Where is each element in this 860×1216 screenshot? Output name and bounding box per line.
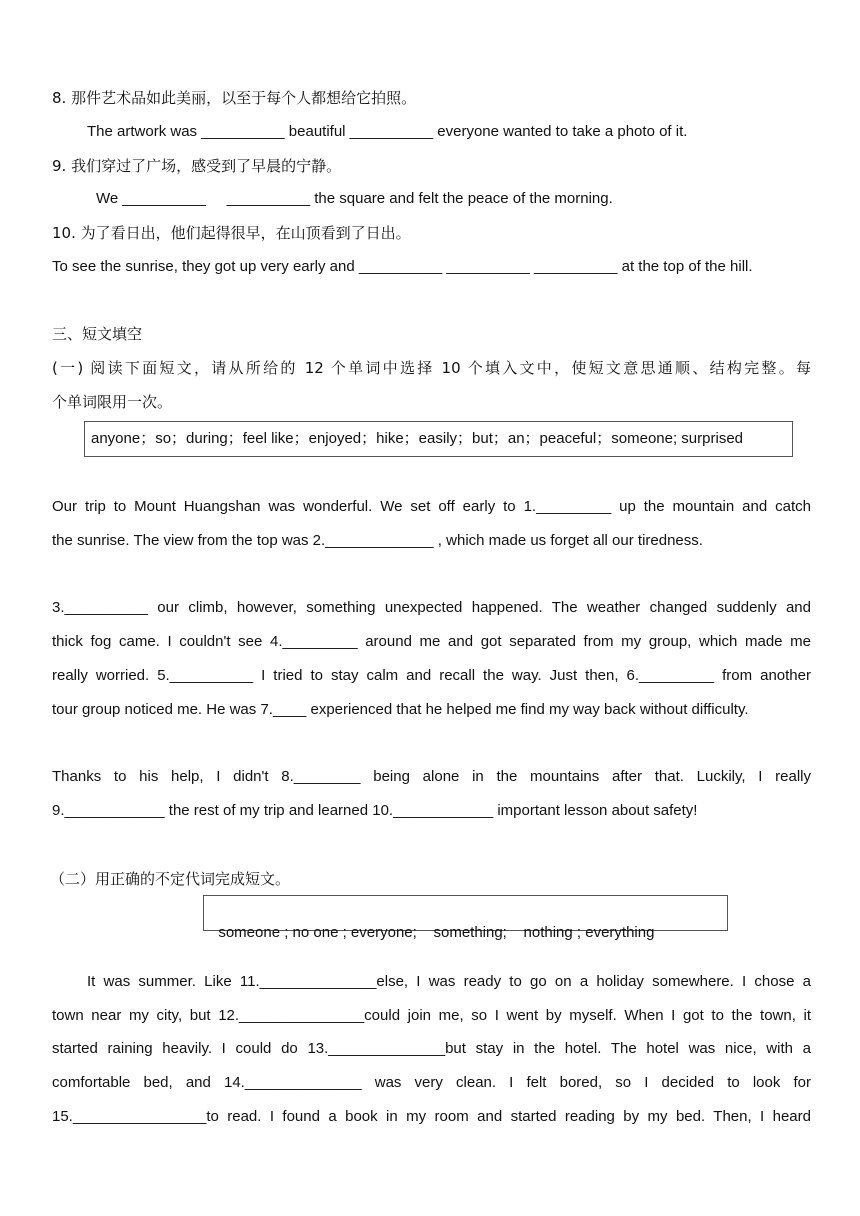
passage2-line: tour group noticed me. He was 7.____ experienced that he helped me find my way back without difficulty. bbox=[52, 701, 749, 718]
q8-chinese: 8. 那件艺术品如此美丽，以至于每个人都想给它拍照。 bbox=[52, 89, 417, 107]
q8-english: The artwork was __________ beautiful __________ everyone wanted to take a photo of it. bbox=[87, 123, 688, 140]
word-bank-1-text: anyone；so；during；feel like；enjoyed；hike；easily；but；an；peaceful；someone; surprised bbox=[91, 430, 744, 447]
word-bank-box-1 bbox=[84, 421, 793, 457]
passage4-line: town near my city, but 12._______________could join me, so I went by myself. When I got to the town, it bbox=[52, 1007, 811, 1024]
passage4-line: started raining heavily. I could do 13.______________but stay in the hotel. The hotel was nice, with a bbox=[52, 1040, 811, 1057]
passage1-line: Our trip to Mount Huangshan was wonderful. We set off early to 1._________ up the mountain and catch bbox=[52, 498, 811, 515]
q10-chinese: 10. 为了看日出，他们起得很早，在山顶看到了日出。 bbox=[52, 224, 411, 242]
passage2-line: really worried. 5.__________ I tried to stay calm and recall the way. Just then, 6._________ from another bbox=[52, 667, 811, 684]
passage1-line: the sunrise. The view from the top was 2._____________ , which made us forget all our tiredness. bbox=[52, 532, 703, 549]
passage4-line: It was summer. Like 11.______________else, I was ready to go on a holiday somewhere. I chose a bbox=[87, 973, 811, 990]
passage2-line: 3.__________ our climb, however, something unexpected happened. The weather changed suddenly and bbox=[52, 599, 811, 616]
passage2-line: thick fog came. I couldn't see 4._________ around me and got separated from my group, which made me bbox=[52, 633, 811, 650]
q10-english: To see the sunrise, they got up very early and __________ __________ __________ at the top of the hill. bbox=[52, 258, 753, 275]
section1-instruction-line2: 个单词限用一次。 bbox=[52, 393, 173, 411]
q9-chinese: 9. 我们穿过了广场，感受到了早晨的宁静。 bbox=[52, 157, 342, 175]
section-heading: 三、短文填空 bbox=[52, 325, 143, 343]
word-bank-box-2 bbox=[203, 895, 728, 941]
word-bank-2-text: someone ; no one ; everyone; something; nothing ; everything bbox=[218, 924, 655, 941]
section1-instruction-line1: (一) 阅读下面短文，请从所给的 12 个单词中选择 10 个填入文中，使短文意思通顺、结构完整。每 bbox=[52, 359, 811, 377]
passage3-line: 9.____________ the rest of my trip and learned 10.____________ important lesson about safety! bbox=[52, 802, 698, 819]
passage4-line: 15.________________to read. I found a book in my room and started reading by my bed. Then, I heard bbox=[52, 1108, 811, 1125]
passage3-line: Thanks to his help, I didn't 8.________ being alone in the mountains after that. Luckily, I really bbox=[52, 768, 811, 785]
section2-instruction: （二）用正确的不定代词完成短文。 bbox=[50, 870, 291, 888]
q9-english: We __________ __________ the square and felt the peace of the morning. bbox=[96, 190, 613, 207]
passage4-line: comfortable bed, and 14.______________ was very clean. I felt bored, so I decided to look for bbox=[52, 1074, 811, 1091]
